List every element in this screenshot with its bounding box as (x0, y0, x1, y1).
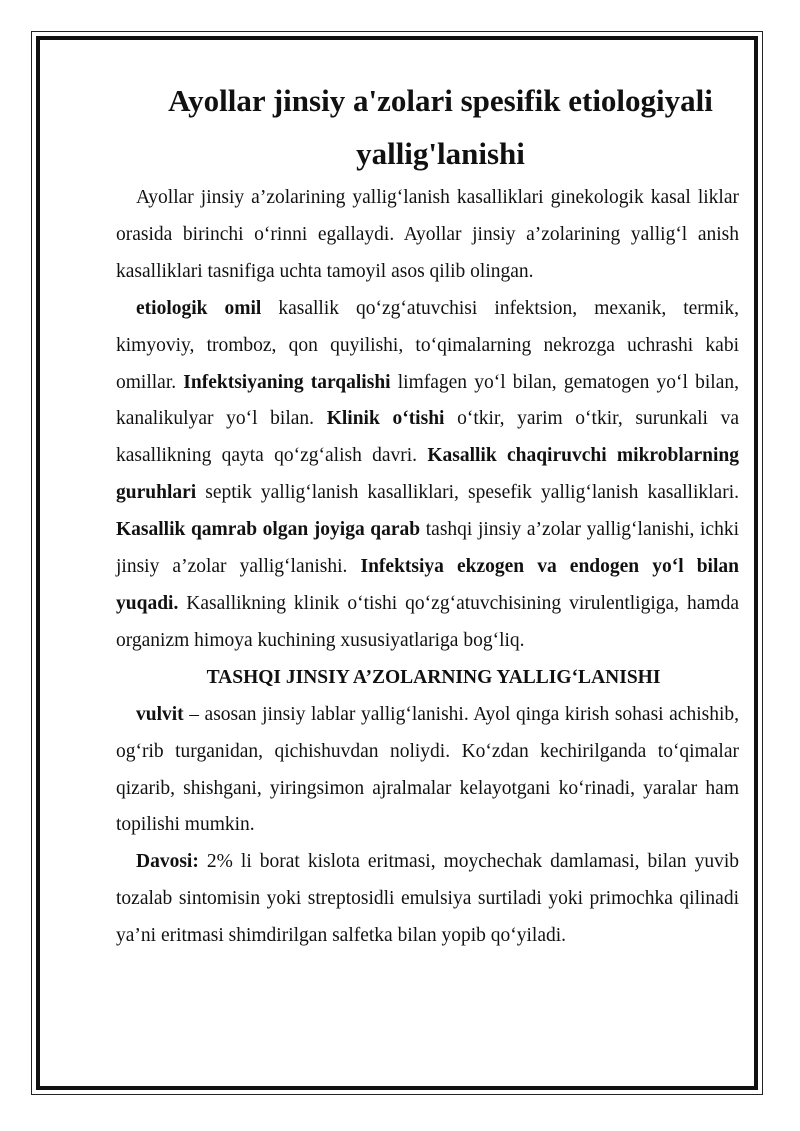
term-infektsiya-yuqishi: Infektsiya ekzogen va endogen yo‘l bilan yuqadi. (116, 556, 739, 614)
term-etiologik-omil: etiologik omil (136, 297, 262, 319)
text-infektsiya-yuqishi: Kasallikning klinik o‘tishi qo‘zg‘atuvchisining virulentligiga, hamda organizm himoya kuchining xususiyatlariga bog‘liq. (116, 592, 739, 651)
vulvit-paragraph (116, 697, 739, 845)
term-davosi: Davosi: (136, 851, 199, 873)
text-davosi: 2% li borat kislota eritmasi, moychechak damlamasi, bilan yuvib tozalab sintomisin yoki streptosidli emulsiya surtiladi yoki primochka qilinadi ya’ni eritmasi shimdirilgan salfetka bilan yopib qo‘yiladi. (116, 851, 739, 947)
text-vulvit: – asosan jinsiy lablar yallig‘lanishi. Ayol qinga kirish sohasi achishib, og‘rib turganidan, qichishuvdan noliydi. Ko‘zdan kechirilganda to‘qimalar qizarib, shishgani, yiringsimon ajralmalar kelayotgani ko‘rinadi, yaralar ham topilishi mumkin. (116, 703, 739, 836)
section-heading: TASHQI JINSIY A’ZOLARNING YALLIG‘LANISHI (206, 666, 661, 688)
intro-paragraph: Ayollar jinsiy a’zolarining yallig‘lanish kasalliklari ginekologik kasal liklar orasida birinchi o‘rinni egallaydi. Ayollar jinsiy a’zolarining yallig‘l anish kasalliklari tasnifiga uchta tamoyil asos qilib olingan. (116, 187, 739, 282)
term-mikroblar-guruhlari: Kasallik chaqiruvchi mikroblarning guruhlari (116, 445, 739, 504)
text-etiologik-omil: kasallik qo‘zg‘atuvchisi infektsion, mexanik, termik, kimyoviy, tromboz, qon quyilishi, to‘qimalarning nekrozga uchrashi kabi omillar. (116, 297, 740, 393)
term-qamrab-olgan-joy: Kasallik qamrab olgan joyiga qarab (116, 519, 421, 541)
classification-paragraph (116, 291, 739, 660)
text-infektsiya-tarqalishi: limfagen yo‘l bilan, gematogen yo‘l bilan, kanalikulyar yo‘l bilan. (116, 371, 739, 430)
term-klinik-otishi: Klinik o‘tishi (326, 408, 445, 430)
term-vulvit: vulvit (136, 703, 184, 725)
document-title: Ayollar jinsiy a'zolari spesifik etiologiyali yallig'lanishi (168, 83, 713, 171)
text-qamrab-olgan-joy: tashqi jinsiy a’zolar yallig‘lanishi, ichki jinsiy a’zolar yallig‘lanishi. (116, 519, 739, 578)
document-body (116, 74, 739, 955)
text-klinik-otishi: o‘tkir, yarim o‘tkir, surunkali va kasallikning qayta qo‘zg‘alish davri. (116, 408, 739, 467)
text-mikroblar-guruhlari: septik yallig‘lanish kasalliklari, spesefik yallig‘lanish kasalliklari. (196, 482, 739, 504)
term-infektsiya-tarqalishi: Infektsiyaning tarqalishi (183, 371, 391, 393)
treatment-paragraph (116, 844, 739, 955)
